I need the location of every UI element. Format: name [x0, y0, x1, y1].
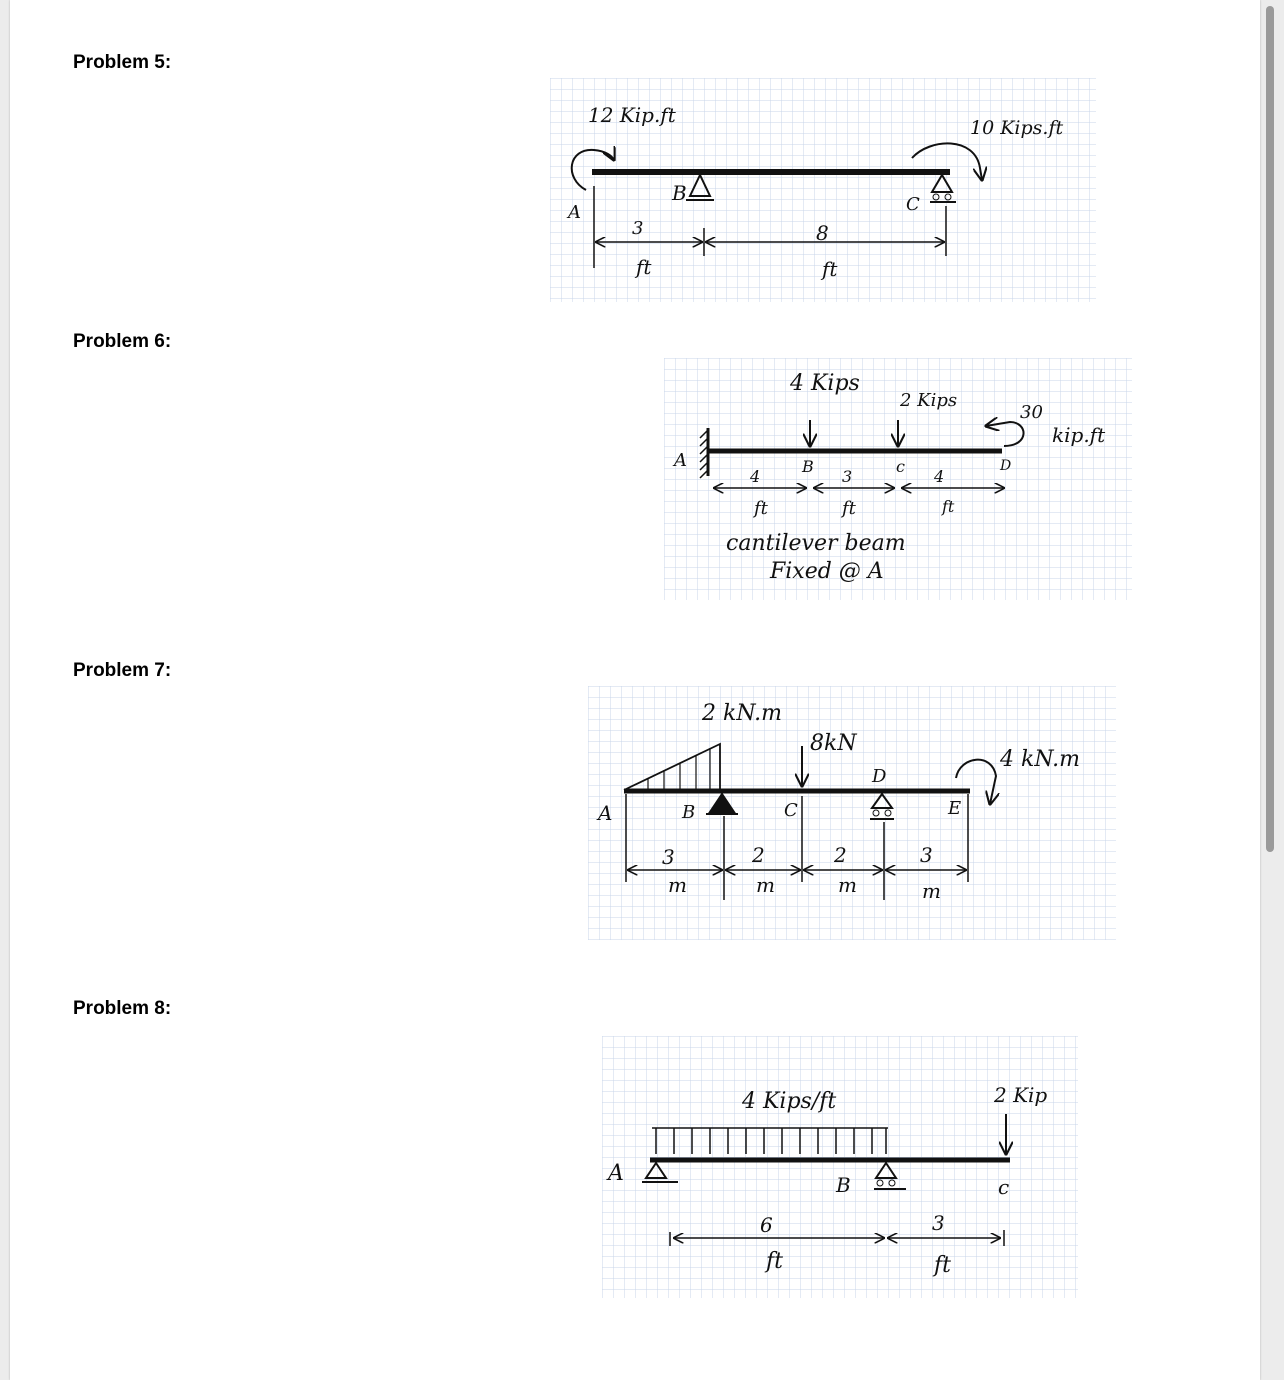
fig5-moment-a-label: 12 Kip.ft — [588, 103, 676, 127]
fig5-dim1-value: 3 — [632, 218, 644, 239]
fig6-note-fixed: Fixed @ A — [770, 559, 884, 584]
problem-6-figure — [664, 358, 1132, 600]
fig7-point-c: C — [784, 800, 798, 821]
fig7-dist-load-label: 2 kN.m — [702, 701, 783, 726]
fig8-dist-load-label: 4 Kips/ft — [742, 1089, 837, 1114]
problem-8-figure — [602, 1036, 1078, 1298]
fig8-point-a: A — [608, 1161, 624, 1186]
fig5-point-b: B — [672, 181, 687, 205]
fig8-dim2-value: 3 — [932, 1211, 945, 1235]
fig7-point-a: A — [598, 801, 613, 825]
fig6-point-c: c — [896, 457, 905, 476]
problem-7-label: Problem 7: — [73, 660, 172, 681]
fig5-moment-c-label: 10 Kips.ft — [970, 117, 1064, 139]
fig8-point-b: B — [836, 1173, 851, 1197]
fig7-point-e: E — [948, 798, 962, 819]
fig6-point-a: A — [674, 450, 687, 471]
fig6-point-d: D — [1000, 458, 1012, 474]
fig6-note-cantilever: cantilever beam — [726, 531, 906, 556]
fig6-dim2-value: 3 — [842, 467, 853, 486]
fig7-dim2-value: 2 — [752, 843, 765, 867]
fig6-moment-unit: kip.ft — [1052, 423, 1106, 447]
fig6-dim3-value: 4 — [934, 467, 945, 486]
problem-5-label: Problem 5: — [73, 52, 172, 73]
fig5-dim1-unit: ft — [636, 255, 652, 279]
problem-7-figure — [588, 686, 1116, 940]
fig7-dim1-value: 3 — [662, 845, 675, 869]
problem-5-diagram — [550, 78, 1096, 302]
fig7-dim4-unit: m — [922, 879, 941, 903]
fig8-point-c: c — [998, 1175, 1010, 1199]
fig6-point-b: B — [802, 457, 814, 476]
fig8-dim1-unit: ft — [766, 1249, 783, 1274]
fig7-dim1-unit: m — [668, 873, 687, 897]
fig6-load-b-label: 4 Kips — [790, 371, 860, 396]
fig6-dim2-unit: ft — [842, 498, 856, 519]
fig7-dim4-value: 3 — [920, 843, 933, 867]
fig8-point-load-label: 2 Kip — [994, 1083, 1048, 1107]
fig7-moment-label: 4 kN.m — [1000, 747, 1081, 772]
fig6-dim1-value: 4 — [750, 467, 761, 486]
problem-7-diagram — [588, 686, 1116, 940]
fig5-dim2-value: 8 — [816, 221, 829, 245]
fig7-dim3-unit: m — [838, 873, 857, 897]
problem-6-label: Problem 6: — [73, 331, 172, 352]
fig6-dim3-unit: ft — [942, 497, 955, 516]
fig7-dim3-value: 2 — [834, 843, 847, 867]
fig5-point-c: C — [906, 194, 920, 215]
vertical-scrollbar[interactable] — [1266, 6, 1274, 852]
fig5-dim2-unit: ft — [822, 257, 838, 281]
problem-6-diagram — [664, 358, 1132, 600]
problem-8-diagram — [602, 1036, 1078, 1298]
fig6-load-c-label: 2 Kips — [900, 390, 958, 411]
fig5-point-a: A — [568, 202, 581, 223]
fig8-dim1-value: 6 — [760, 1213, 773, 1237]
fig7-dim2-unit: m — [756, 873, 775, 897]
fig7-point-load-label: 8kN — [810, 731, 857, 756]
problem-5-figure — [550, 78, 1096, 302]
fig7-point-b: B — [682, 802, 696, 823]
fig6-moment-value: 30 — [1020, 402, 1043, 423]
fig8-dim2-unit: ft — [934, 1253, 951, 1278]
fig6-dim1-unit: ft — [754, 498, 768, 519]
problem-8-label: Problem 8: — [73, 998, 172, 1019]
fig7-point-d: D — [872, 766, 887, 787]
